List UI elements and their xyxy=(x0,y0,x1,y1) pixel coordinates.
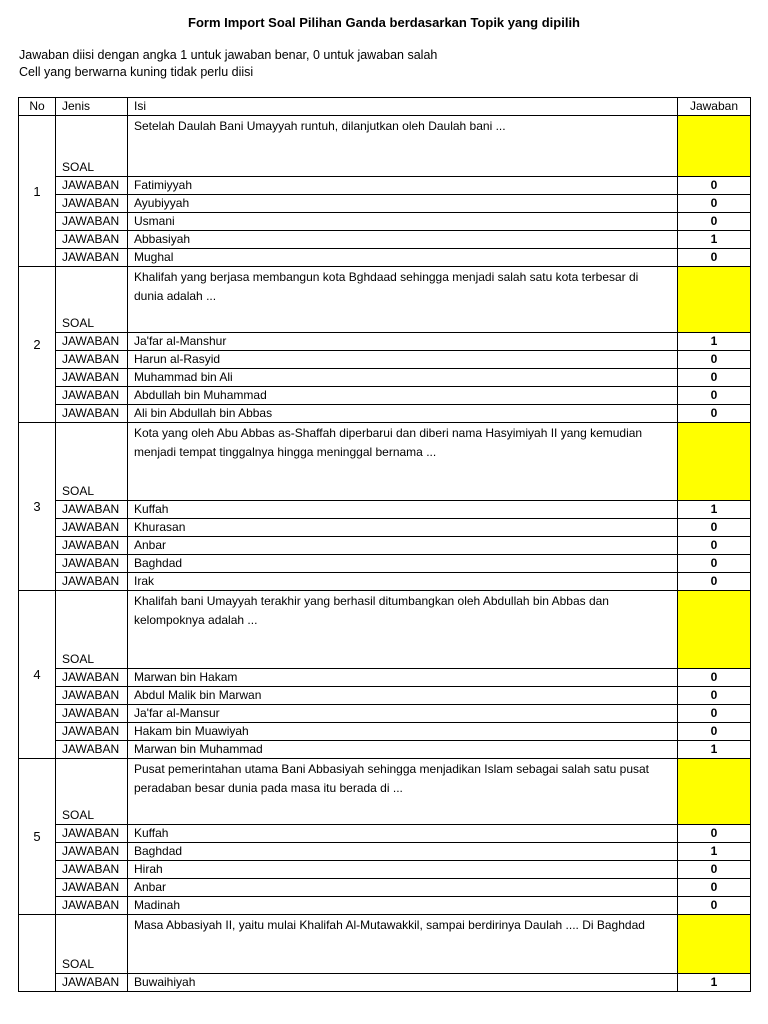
answer-option-text[interactable]: Abdul Malik bin Marwan xyxy=(128,687,678,705)
answer-row xyxy=(19,741,751,759)
answer-option-text[interactable]: Usmani xyxy=(128,213,678,231)
question-row xyxy=(19,591,751,669)
answer-value-cell[interactable]: 0 xyxy=(678,879,751,897)
answer-value-cell[interactable]: 1 xyxy=(678,333,751,351)
answer-option-text[interactable]: Buwaihiyah xyxy=(128,974,678,992)
answer-value-cell[interactable]: 0 xyxy=(678,687,751,705)
answer-row xyxy=(19,669,751,687)
answer-row xyxy=(19,249,751,267)
answer-value-cell[interactable]: 0 xyxy=(678,213,751,231)
answer-row xyxy=(19,723,751,741)
jawaban-cell-disabled xyxy=(678,116,751,177)
answer-row xyxy=(19,333,751,351)
answer-row xyxy=(19,351,751,369)
question-text[interactable]: Masa Abbasiyah II, yaitu mulai Khalifah Al-Mutawakkil, sampai berdirinya Daulah .... Di Baghdad xyxy=(128,915,678,974)
jenis-jawaban-label: JAWABAN xyxy=(56,741,128,759)
jenis-jawaban-label: JAWABAN xyxy=(56,351,128,369)
answer-row xyxy=(19,897,751,915)
answer-row xyxy=(19,501,751,519)
answer-row xyxy=(19,974,751,992)
answer-value-cell[interactable]: 0 xyxy=(678,705,751,723)
header-jenis: Jenis xyxy=(56,98,128,116)
answer-option-text[interactable]: Baghdad xyxy=(128,555,678,573)
answer-option-text[interactable]: Mughal xyxy=(128,249,678,267)
answer-row xyxy=(19,213,751,231)
table-header-row xyxy=(19,98,751,116)
answer-option-text[interactable]: Baghdad xyxy=(128,843,678,861)
question-number: 1 xyxy=(19,116,56,267)
jenis-jawaban-label: JAWABAN xyxy=(56,974,128,992)
jenis-jawaban-label: JAWABAN xyxy=(56,501,128,519)
answer-row xyxy=(19,519,751,537)
answer-option-text[interactable]: Anbar xyxy=(128,879,678,897)
answer-option-text[interactable]: Khurasan xyxy=(128,519,678,537)
jenis-jawaban-label: JAWABAN xyxy=(56,879,128,897)
answer-option-text[interactable]: Marwan bin Hakam xyxy=(128,669,678,687)
answer-option-text[interactable]: Ja'far al-Manshur xyxy=(128,333,678,351)
jenis-jawaban-label: JAWABAN xyxy=(56,555,128,573)
answer-value-cell[interactable]: 0 xyxy=(678,405,751,423)
answer-option-text[interactable]: Hakam bin Muawiyah xyxy=(128,723,678,741)
jenis-jawaban-label: JAWABAN xyxy=(56,387,128,405)
question-row xyxy=(19,267,751,333)
header-isi: Isi xyxy=(128,98,678,116)
answer-value-cell[interactable]: 1 xyxy=(678,741,751,759)
answer-option-text[interactable]: Ayubiyyah xyxy=(128,195,678,213)
question-table-body xyxy=(19,116,751,992)
answer-row xyxy=(19,879,751,897)
jenis-jawaban-label: JAWABAN xyxy=(56,723,128,741)
jenis-jawaban-label: JAWABAN xyxy=(56,333,128,351)
jenis-soal-label: SOAL xyxy=(56,423,128,501)
jenis-jawaban-label: JAWABAN xyxy=(56,231,128,249)
jenis-jawaban-label: JAWABAN xyxy=(56,669,128,687)
jenis-jawaban-label: JAWABAN xyxy=(56,897,128,915)
jawaban-cell-disabled xyxy=(678,915,751,974)
jenis-soal-label: SOAL xyxy=(56,267,128,333)
jenis-soal-label: SOAL xyxy=(56,591,128,669)
answer-row xyxy=(19,405,751,423)
question-row xyxy=(19,423,751,501)
question-text[interactable]: Pusat pemerintahan utama Bani Abbasiyah sehingga menjadikan Islam sebagai salah satu pusat peradaban besar dunia pada masa itu berada di ... xyxy=(128,759,678,825)
form-title: Form Import Soal Pilihan Ganda berdasarkan Topik yang dipilih xyxy=(188,15,580,30)
question-number: 3 xyxy=(19,423,56,591)
jawaban-cell-disabled xyxy=(678,267,751,333)
answer-value-cell[interactable]: 0 xyxy=(678,351,751,369)
answer-value-cell[interactable]: 0 xyxy=(678,369,751,387)
question-text[interactable]: Setelah Daulah Bani Umayyah runtuh, dilanjutkan oleh Daulah bani ... xyxy=(128,116,678,177)
answer-option-text[interactable]: Marwan bin Muhammad xyxy=(128,741,678,759)
question-table xyxy=(18,97,751,992)
jenis-jawaban-label: JAWABAN xyxy=(56,369,128,387)
jenis-jawaban-label: JAWABAN xyxy=(56,687,128,705)
answer-option-text[interactable]: Ja'far al-Mansur xyxy=(128,705,678,723)
answer-option-text[interactable]: Muhammad bin Ali xyxy=(128,369,678,387)
answer-row xyxy=(19,537,751,555)
answer-value-cell[interactable]: 0 xyxy=(678,861,751,879)
jenis-jawaban-label: JAWABAN xyxy=(56,213,128,231)
jenis-jawaban-label: JAWABAN xyxy=(56,249,128,267)
answer-option-text[interactable]: Anbar xyxy=(128,537,678,555)
question-row xyxy=(19,915,751,974)
question-row xyxy=(19,116,751,177)
answer-value-cell[interactable]: 1 xyxy=(678,231,751,249)
answer-value-cell[interactable]: 1 xyxy=(678,501,751,519)
question-number xyxy=(19,915,56,992)
jenis-jawaban-label: JAWABAN xyxy=(56,573,128,591)
answer-option-text[interactable]: Abbasiyah xyxy=(128,231,678,249)
answer-option-text[interactable]: Irak xyxy=(128,573,678,591)
instruction-line-2: Cell yang berwarna kuning tidak perlu diisi xyxy=(19,65,254,79)
answer-value-cell[interactable]: 0 xyxy=(678,519,751,537)
answer-value-cell[interactable]: 0 xyxy=(678,537,751,555)
header-jawaban: Jawaban xyxy=(678,98,751,116)
answer-option-text[interactable]: Hirah xyxy=(128,861,678,879)
answer-row xyxy=(19,231,751,249)
answer-row xyxy=(19,573,751,591)
answer-option-text[interactable]: Madinah xyxy=(128,897,678,915)
jenis-jawaban-label: JAWABAN xyxy=(56,195,128,213)
answer-row xyxy=(19,705,751,723)
answer-option-text[interactable]: Kuffah xyxy=(128,501,678,519)
jenis-jawaban-label: JAWABAN xyxy=(56,537,128,555)
answer-value-cell[interactable]: 0 xyxy=(678,723,751,741)
answer-value-cell[interactable]: 1 xyxy=(678,974,751,992)
answer-option-text[interactable]: Harun al-Rasyid xyxy=(128,351,678,369)
instruction-line-1: Jawaban diisi dengan angka 1 untuk jawaban benar, 0 untuk jawaban salah xyxy=(19,48,438,62)
question-text[interactable]: Kota yang oleh Abu Abbas as-Shaffah diperbarui dan diberi nama Hasyimiyah II yang kemudian menjadi tempat tinggalnya hingga meninggal bernama ... xyxy=(128,423,678,501)
jenis-soal-label: SOAL xyxy=(56,759,128,825)
answer-row xyxy=(19,861,751,879)
question-row xyxy=(19,759,751,825)
answer-value-cell[interactable]: 0 xyxy=(678,195,751,213)
answer-row xyxy=(19,555,751,573)
answer-value-cell[interactable]: 0 xyxy=(678,387,751,405)
answer-option-text[interactable]: Fatimiyyah xyxy=(128,177,678,195)
answer-row xyxy=(19,177,751,195)
answer-row xyxy=(19,369,751,387)
answer-value-cell[interactable]: 0 xyxy=(678,573,751,591)
question-number: 4 xyxy=(19,591,56,759)
answer-value-cell[interactable]: 1 xyxy=(678,843,751,861)
jawaban-cell-disabled xyxy=(678,591,751,669)
answer-value-cell[interactable]: 0 xyxy=(678,825,751,843)
answer-value-cell[interactable]: 0 xyxy=(678,177,751,195)
jenis-jawaban-label: JAWABAN xyxy=(56,177,128,195)
answer-option-text[interactable]: Abdullah bin Muhammad xyxy=(128,387,678,405)
jenis-jawaban-label: JAWABAN xyxy=(56,825,128,843)
question-number: 2 xyxy=(19,267,56,423)
question-text[interactable]: Khalifah bani Umayyah terakhir yang berhasil ditumbangkan oleh Abdullah bin Abbas dan kelompoknya adalah ... xyxy=(128,591,678,669)
jawaban-cell-disabled xyxy=(678,759,751,825)
jenis-jawaban-label: JAWABAN xyxy=(56,405,128,423)
jenis-jawaban-label: JAWABAN xyxy=(56,519,128,537)
answer-option-text[interactable]: Kuffah xyxy=(128,825,678,843)
answer-row xyxy=(19,687,751,705)
answer-row xyxy=(19,195,751,213)
answer-row xyxy=(19,387,751,405)
answer-row xyxy=(19,825,751,843)
answer-option-text[interactable]: Ali bin Abdullah bin Abbas xyxy=(128,405,678,423)
jenis-jawaban-label: JAWABAN xyxy=(56,843,128,861)
question-number: 5 xyxy=(19,759,56,915)
header-no: No xyxy=(19,98,56,116)
answer-value-cell[interactable]: 0 xyxy=(678,555,751,573)
jawaban-cell-disabled xyxy=(678,423,751,501)
jenis-jawaban-label: JAWABAN xyxy=(56,861,128,879)
answer-value-cell[interactable]: 0 xyxy=(678,669,751,687)
jenis-soal-label: SOAL xyxy=(56,915,128,974)
jenis-jawaban-label: JAWABAN xyxy=(56,705,128,723)
answer-row xyxy=(19,843,751,861)
answer-value-cell[interactable]: 0 xyxy=(678,897,751,915)
answer-value-cell[interactable]: 0 xyxy=(678,249,751,267)
question-text[interactable]: Khalifah yang berjasa membangun kota Bghdaad sehingga menjadi salah satu kota terbesar di dunia adalah ... xyxy=(128,267,678,333)
jenis-soal-label: SOAL xyxy=(56,116,128,177)
